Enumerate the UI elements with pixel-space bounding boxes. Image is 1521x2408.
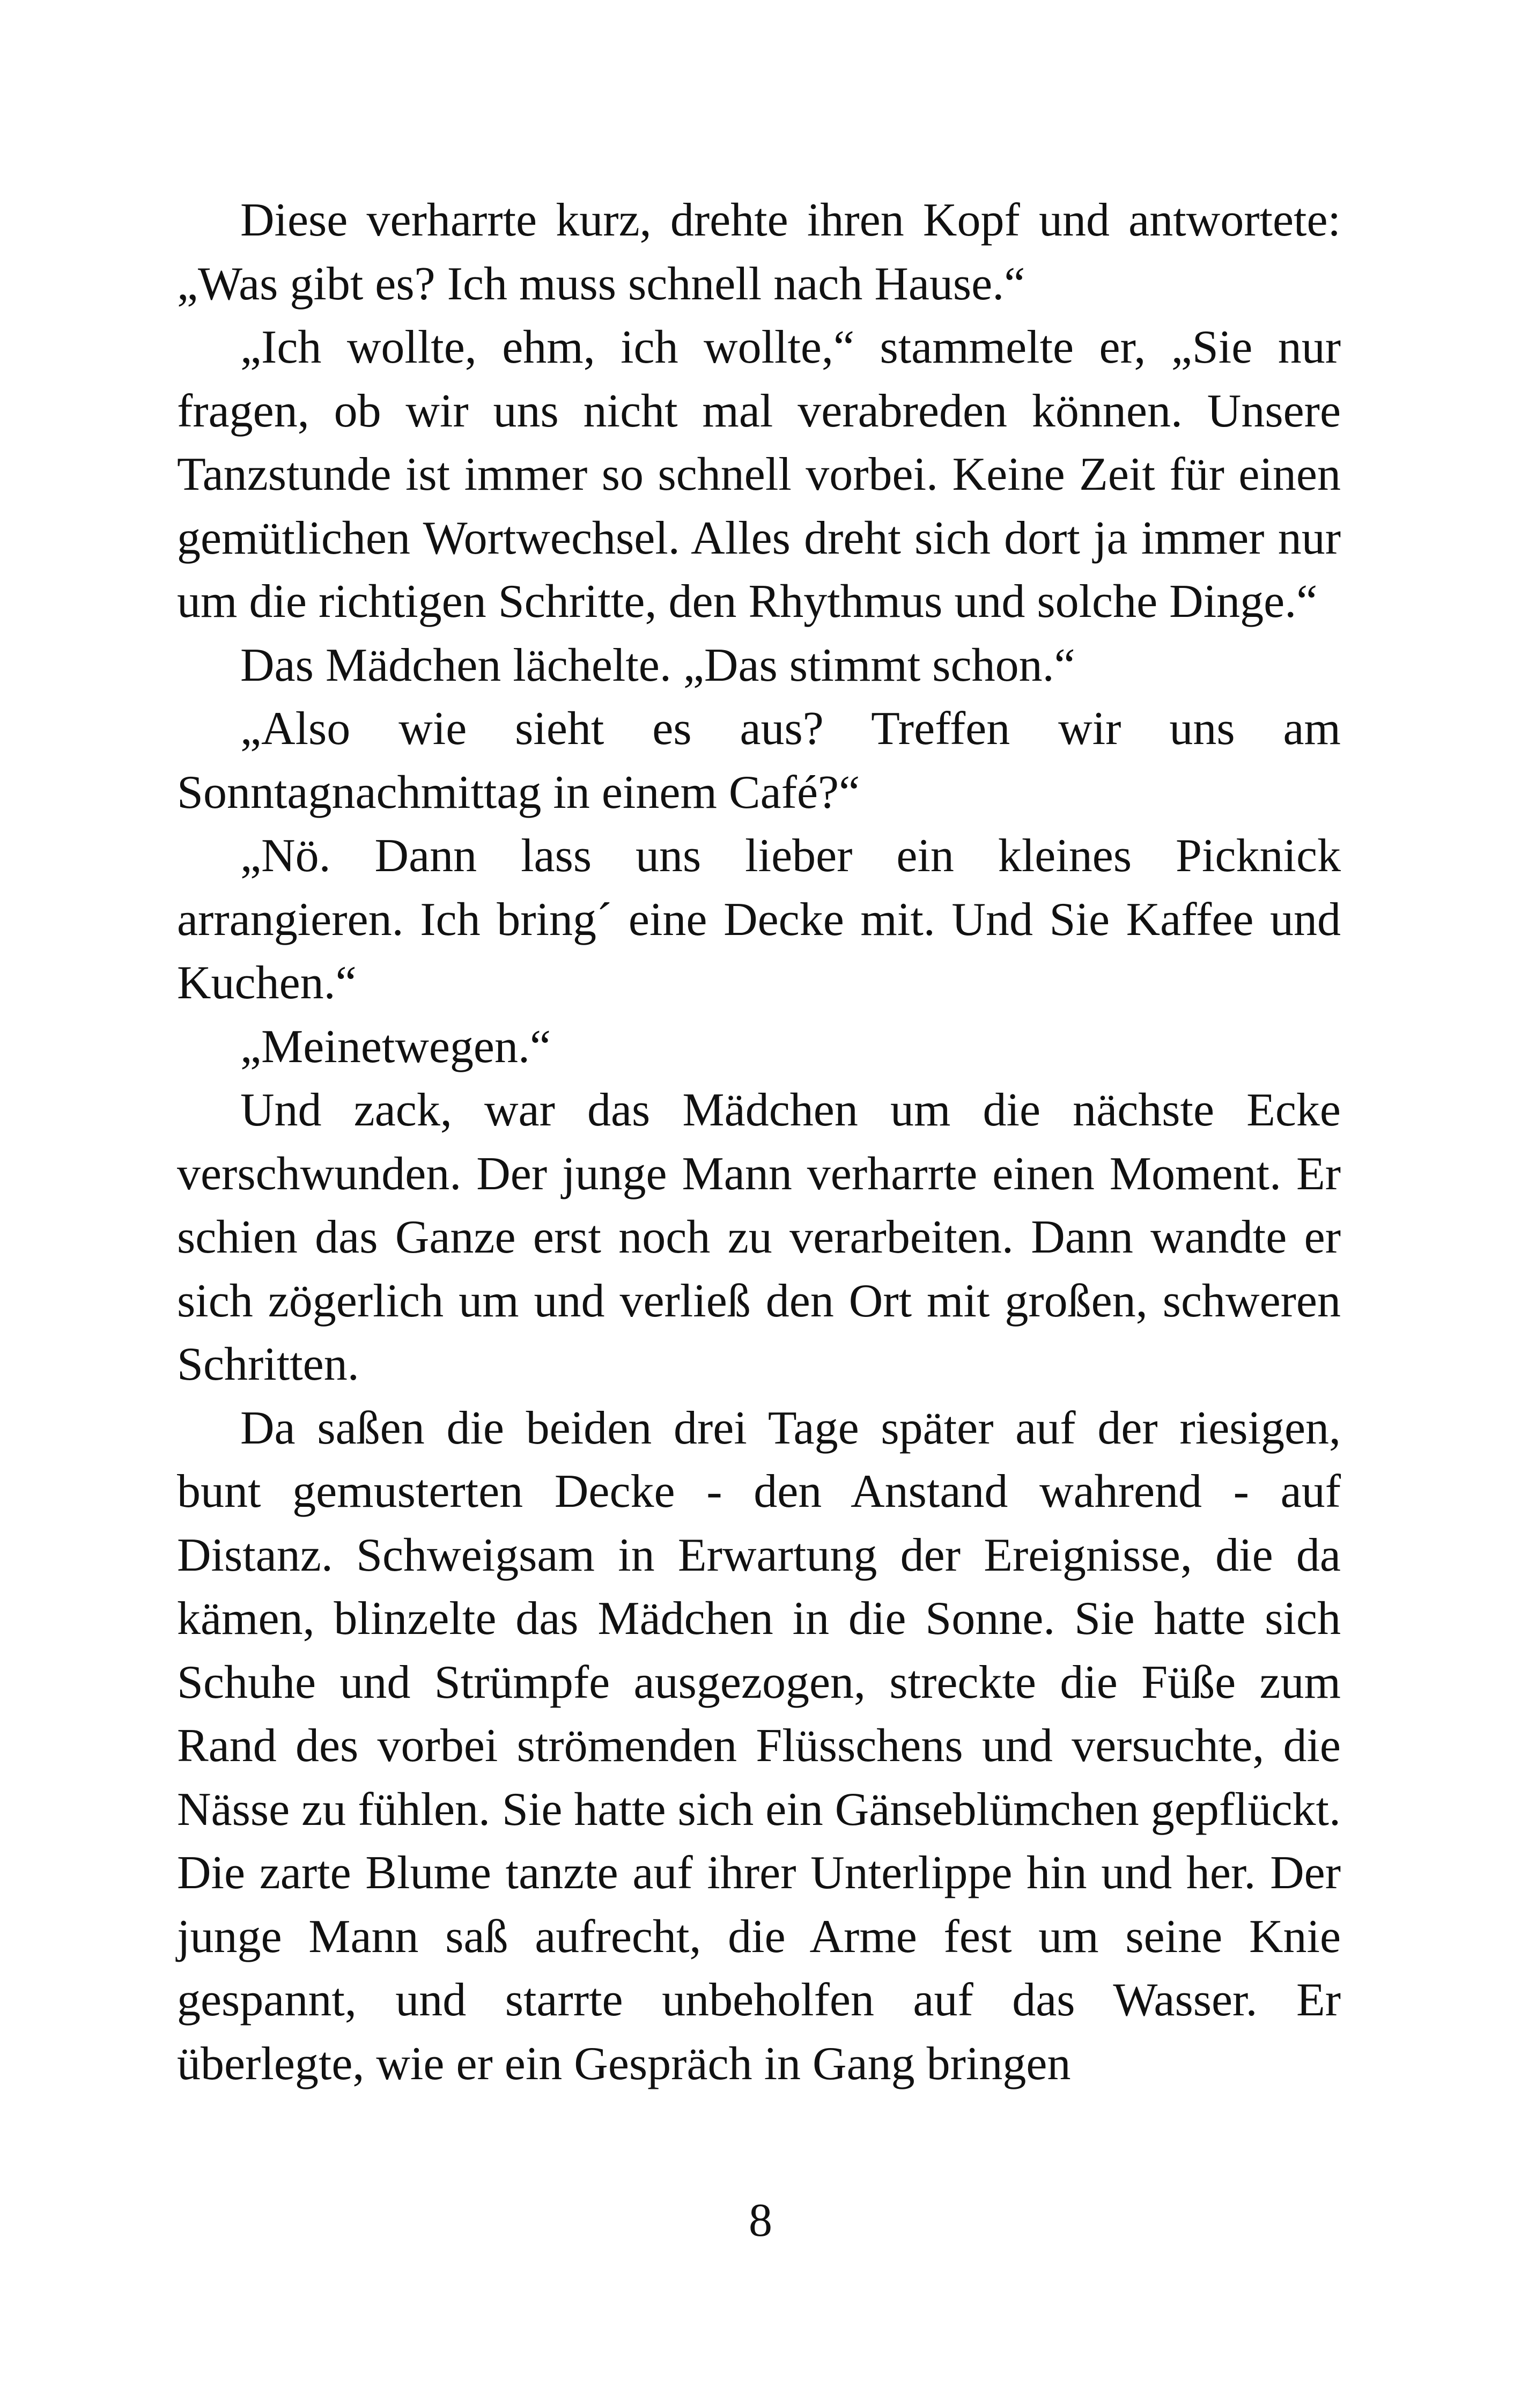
body-text (177, 189, 1341, 2096)
paragraph: Das Mädchen lächelte. „Das stimmt schon.“ (240, 639, 1075, 691)
paragraph: „Nö. Dann lass uns lieber ein kleines Picknick arrangieren. Ich bring´ eine Decke mit. Und Sie Kaffee und Kuchen.“ (177, 830, 1341, 1009)
paragraph: Diese verharrte kurz, drehte ihren Kopf und antwortete: „Was gibt es? Ich muss schnell nach Hause.“ (177, 194, 1341, 310)
paragraph: „Meinetwegen.“ (240, 1020, 551, 1073)
page-number: 8 (749, 2195, 772, 2247)
paragraph: „Also wie sieht es aus? Treffen wir uns am Sonntagnachmittag in einem Café?“ (177, 703, 1341, 819)
paragraph: Und zack, war das Mädchen um die nächste Ecke verschwunden. Der junge Mann verharrte einen Moment. Er schien das Ganze erst noch zu verarbeiten. Dann wandte er sich zögerlich um und verließ den Ort mit großen, schweren Schritten. (177, 1084, 1341, 1390)
paragraph: „Ich wollte, ehm, ich wollte,“ stammelte er, „Sie nur fragen, ob wir uns nicht mal verabreden können. Unsere Tanzstunde ist immer so schnell vorbei. Keine Zeit für einen gemütlichen Wortwechsel. Alles dreht sich dort ja immer nur um die richtigen Schritte, den Rhythmus und solche Dinge.“ (177, 321, 1341, 628)
paragraph: Da saßen die beiden drei Tage später auf der riesigen, bunt gemusterten Decke - den Anstand wahrend - auf Distanz. Schweigsam in Erwartung der Ereignisse, die da kämen, blinzelte das Mädchen in die Sonne. Sie hatte sich Schuhe und Strümpfe ausgezogen, streckte die Füße zum Rand des vorbei strömenden Flüsschens und versuchte, die Nässe zu fühlen. Sie hatte sich ein Gänseblümchen gepflückt. Die zarte Blume tanzte auf ihrer Unterlippe hin und her. Der junge Mann saß aufrecht, die Arme fest um seine Knie gespannt, und starrte unbeholfen auf das Wasser. Er überlegte, wie er ein Gespräch in Gang bringen (177, 1402, 1341, 2090)
